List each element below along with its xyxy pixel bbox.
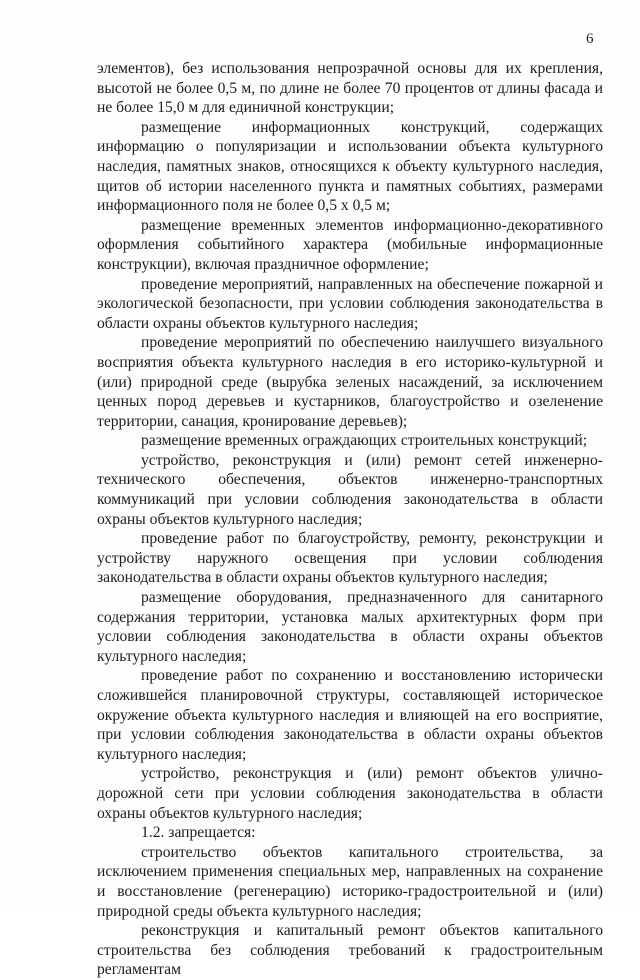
paragraph-continuation: элементов), без использования непрозрачной основы для их крепления, высотой не более 0,5 м, по длине не более 70 процентов от длины фасада и не более 15,0 м для единичной конструкции; [97,60,603,117]
paragraph-landscaping: проведение работ по благоустройству, ремонту, реконструкции и устройству наружного освещения при условии соблюдения законодательства в области охраны объектов культурного наследия; [97,530,603,587]
paragraph-temporary-fences: размещение временных ограждающих строительных конструкций; [141,432,588,450]
page-number: 6 [586,31,594,47]
paragraph-temporary-decorations: размещение временных элементов информационно-декоративного оформления событийного характера (мобильные информационные конструкции), включая праздничное оформление; [97,216,603,273]
paragraph-info-constructions: размещение информационных конструкций, содержащих информацию о популяризации и использовании объекта культурного наследия, памятных знаков, относящихся к объекту культурного наследия, щитов об истории населенного пункта и памятных событиях, размерами информационного поля не более 0,5 х 0,5 м; [97,118,603,215]
paragraph-visual-perception: проведение мероприятий по обеспечению наилучшего визуального восприятия объекта культурного наследия в его историко-культурной и (или) природной среде (вырубка зеленых насаждений, за исключением ценных пород деревьев и кустарников, благоустройство и озеленение территории, санация, кронирование деревьев); [97,334,603,430]
document-body [97,59,603,980]
paragraph-reconstruction: реконструкция и капитальный ремонт объектов капитального строительства без соблюдения требований к градостроительным регламентам [97,922,603,979]
paragraph-planning-structure: проведение работ по сохранению и восстановлению исторически сложившейся планировочной структуры, составляющей историческое окружение объекта культурного наследия и влияющей на его восприятие, при условии соблюдения законодательства в области охраны объектов культурного наследия; [97,667,603,763]
section-heading-prohibited: 1.2. запрещается: [141,824,256,842]
paragraph-sanitary-equipment: размещение оборудования, предназначенного для санитарного содержания территории, установка малых архитектурных форм при условии соблюдения законодательства в области охраны объектов культурного наследия; [97,589,603,665]
paragraph-engineering-networks: устройство, реконструкция и (или) ремонт сетей инженерно-технического обеспечения, объектов инженерно-транспортных коммуникаций при условии соблюдения законодательства в области охраны объектов культурного наследия; [97,451,603,528]
paragraph-capital-construction: строительство объектов капитального строительства, за исключением применения специальных мер, направленных на сохранение и восстановление (регенерацию) историко-градостроительной и (или) природной среды объекта культурного наследия; [97,843,603,920]
paragraph-road-network: устройство, реконструкция и (или) ремонт объектов улично-дорожной сети при условии соблюдения законодательства в области охраны объектов культурного наследия; [97,765,603,822]
paragraph-fire-safety: проведение мероприятий, направленных на обеспечение пожарной и экологической безопасности, при условии соблюдения законодательства в области охраны объектов культурного наследия; [97,275,603,332]
